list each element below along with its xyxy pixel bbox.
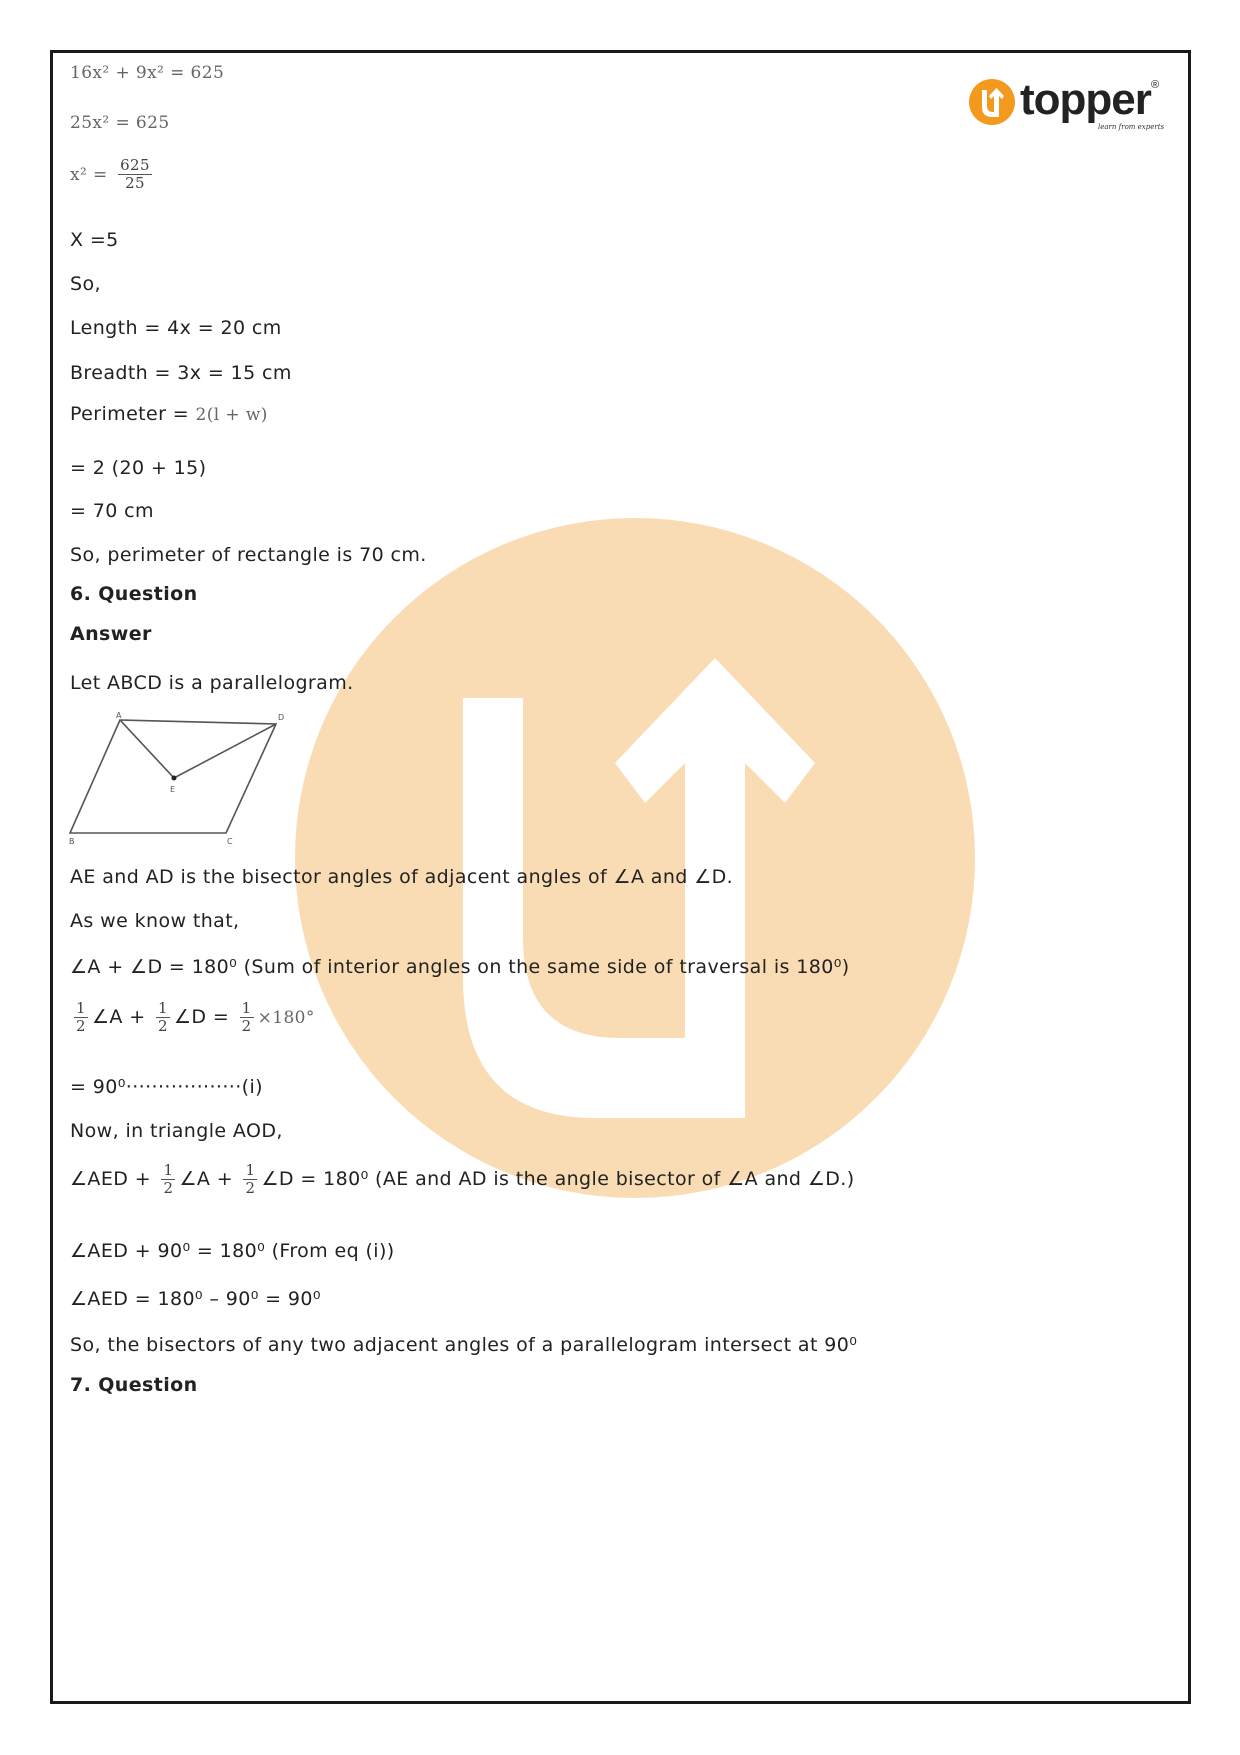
length-line: Length = 4x = 20 cm <box>70 317 282 339</box>
let-statement: Let ABCD is a parallelogram. <box>70 672 354 694</box>
numerator: 1 <box>241 999 252 1017</box>
equation-i-line: = 90⁰··················(i) <box>70 1076 263 1098</box>
as-we-know-line: As we know that, <box>70 910 240 932</box>
half-angle-equation <box>70 1000 315 1035</box>
fraction-625-over-25 <box>118 157 152 192</box>
label-b: B <box>69 837 75 845</box>
aed-result-line: ∠AED = 180⁰ – 90⁰ = 90⁰ <box>70 1288 321 1310</box>
point-e <box>172 776 177 781</box>
svg-text:topper: topper <box>1020 75 1151 124</box>
fraction-half <box>240 1000 254 1035</box>
bisector-lines <box>120 720 276 778</box>
svg-text:®: ® <box>1151 79 1160 91</box>
u-arrow-icon <box>968 74 1168 138</box>
topper-logo <box>968 74 1168 138</box>
denominator: 2 <box>158 1017 168 1035</box>
fraction-half <box>74 1000 88 1035</box>
aed-a-term: ∠A + <box>179 1168 234 1190</box>
answer-heading: Answer <box>70 623 152 645</box>
label-d: D <box>278 713 285 722</box>
question-7-heading: 7. Question <box>70 1374 198 1396</box>
question-6-heading: 6. Question <box>70 583 198 605</box>
triangle-aod-line: Now, in triangle AOD, <box>70 1120 283 1142</box>
conclusion-line: So, the bisectors of any two adjacent angles of a parallelogram intersect at 90⁰ <box>70 1334 858 1356</box>
equation-line-3 <box>70 157 156 192</box>
denominator: 2 <box>163 1179 174 1197</box>
equation-3-lhs: x² = <box>70 165 108 185</box>
fraction-half <box>156 1000 170 1035</box>
watermark-logo <box>295 518 975 1198</box>
label-a: A <box>116 711 122 720</box>
half-rhs-term: ×180° <box>257 1008 315 1028</box>
numerator: 625 <box>120 156 150 174</box>
denominator: 25 <box>125 174 145 192</box>
aed-90-line: ∠AED + 90⁰ = 180⁰ (From eq (i)) <box>70 1240 395 1262</box>
fraction-half <box>161 1162 175 1197</box>
breadth-line: Breadth = 3x = 15 cm <box>70 362 292 384</box>
equation-line-1: 16x² + 9x² = 625 <box>70 63 225 83</box>
label-e: E <box>170 785 176 794</box>
denominator: 2 <box>241 1017 252 1035</box>
angle-sum-line: ∠A + ∠D = 180⁰ (Sum of interior angles on the same side of traversal is 180⁰) <box>70 956 850 978</box>
numerator: 1 <box>163 1161 174 1179</box>
half-d-term: ∠D = <box>173 1006 230 1028</box>
perimeter-formula: 2(l + w) <box>195 405 268 425</box>
bisector-statement: AE and AD is the bisector angles of adjacent angles of ∠A and ∠D. <box>70 866 734 888</box>
fraction-half <box>243 1162 257 1197</box>
parallelogram-figure <box>66 710 296 845</box>
numerator: 1 <box>76 999 86 1017</box>
numerator: 1 <box>245 1161 256 1179</box>
svg-text:learn from experts: learn from experts <box>1098 123 1165 131</box>
perimeter-conclusion: So, perimeter of rectangle is 70 cm. <box>70 544 427 566</box>
perimeter-line <box>70 403 268 425</box>
denominator: 2 <box>245 1179 256 1197</box>
perimeter-label: Perimeter = <box>70 403 196 425</box>
numerator: 1 <box>158 999 168 1017</box>
x-value-line: X =5 <box>70 229 119 251</box>
aed-term: ∠AED + <box>70 1168 152 1190</box>
perimeter-calc-line: = 2 (20 + 15) <box>70 457 207 479</box>
aed-equation-line <box>70 1162 855 1197</box>
equation-line-2: 25x² = 625 <box>70 113 170 133</box>
aed-d-term: ∠D = 180⁰ (AE and AD is the angle bisector of ∠A and ∠D.) <box>261 1168 855 1190</box>
perimeter-value-line: = 70 cm <box>70 500 154 522</box>
so-line: So, <box>70 273 101 295</box>
denominator: 2 <box>76 1017 86 1035</box>
label-c: C <box>227 837 233 845</box>
half-a-term: ∠A + <box>91 1006 146 1028</box>
